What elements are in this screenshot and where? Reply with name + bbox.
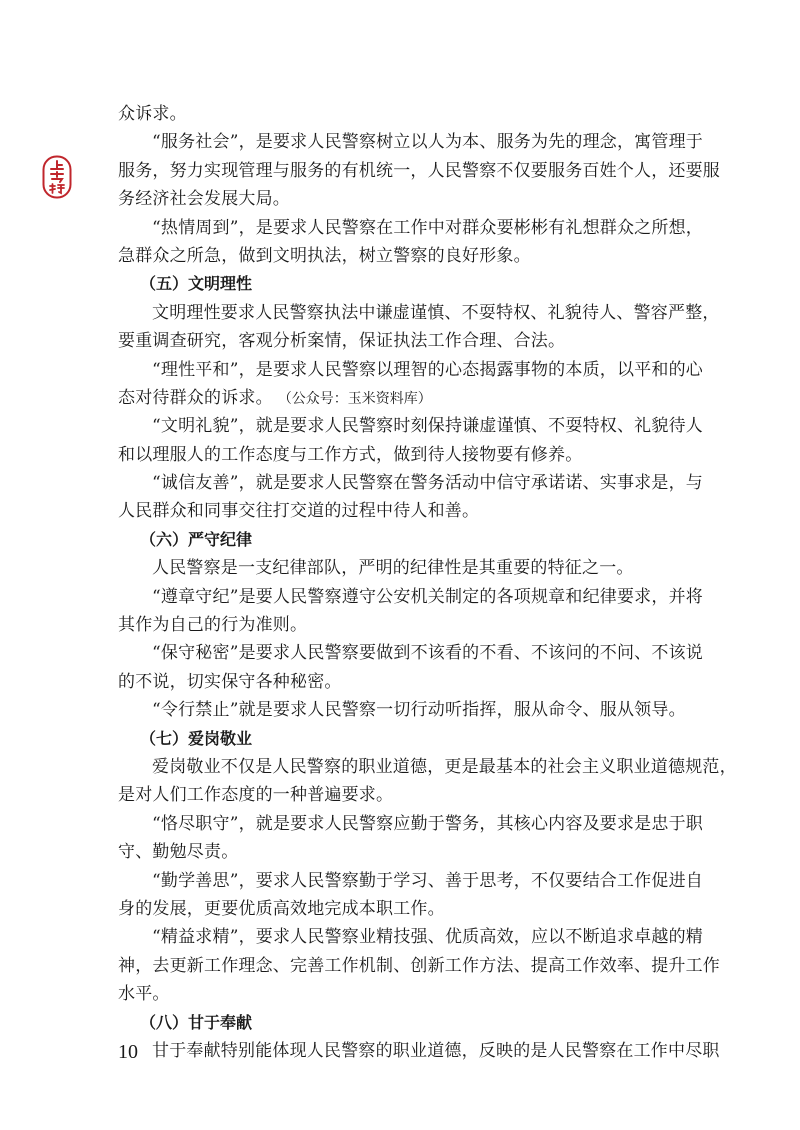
- text-line: “诚信友善”，就是要求人民警察在警务活动中信守承诺诺、实事求是，与: [152, 473, 703, 494]
- text-line: “服务社会”，是要求人民警察树立以人为本、服务为先的理念，寓管理于: [152, 132, 703, 153]
- page-number: 10: [118, 1041, 138, 1063]
- text-line: 务经济社会发展大局。: [118, 189, 290, 210]
- text-line: 神，去更新工作理念、完善工作机制、创新工作方法、提高工作效率、提升工作: [118, 955, 720, 976]
- text-line: 和以理服人的工作态度与工作方式，做到待人接物要有修养。: [118, 444, 583, 465]
- text-line: “保守秘密”是要求人民警察要做到不该看的不看、不该问的不问、不该说: [152, 643, 703, 664]
- seal-stamp-icon: [42, 155, 72, 199]
- text-line: 服务，努力实现管理与服务的有机统一，人民警察不仅要服务百姓个人，还要服: [118, 160, 720, 181]
- text-line: 急群众之所急，做到文明执法，树立警察的良好形象。: [118, 245, 531, 266]
- text-line: 文明理性要求人民警察执法中谦虚谨慎、不耍特权、礼貌待人、警容严整，: [152, 302, 720, 323]
- text-line: “理性平和”，是要求人民警察以理智的心态揭露事物的本质，以平和的心: [152, 359, 703, 380]
- source-note: （公众号：玉米资料库）: [284, 390, 432, 407]
- text-line: 要重调查研究，客观分析案情，保证执法工作合理、合法。: [118, 331, 566, 352]
- text-line: 爱岗敬业不仅是人民警察的职业道德，更是最基本的社会主义职业道德规范，: [152, 756, 737, 777]
- body-text: [118, 100, 737, 1065]
- text-fragment: 态对待群众的诉求。: [118, 387, 273, 408]
- text-line: “令行禁止”就是要求人民警察一切行动听指挥，服从命令、服从领导。: [152, 700, 686, 721]
- text-line: 是对人们工作态度的一种普遍要求。: [118, 785, 394, 806]
- text-line: [118, 384, 684, 412]
- text-line: “文明礼貌”，就是要求人民警察时刻保持谦虚谨慎、不耍特权、礼貌待人: [152, 416, 703, 437]
- text-line: 的不说，切实保守各种秘密。: [118, 671, 342, 692]
- text-line: 身的发展，更要优质高效地完成本职工作。: [118, 898, 445, 919]
- text-line: 人民群众和同事交往打交道的过程中待人和善。: [118, 501, 480, 522]
- text-line: “精益求精”，要求人民警察业精技强、优质高效，应以不断追求卓越的精: [152, 927, 703, 948]
- text-line: 众诉求。: [118, 104, 187, 124]
- text-line: 甘于奉献特别能体现人民警察的职业道德，反映的是人民警察在工作中尽职: [152, 1040, 720, 1061]
- section-heading-8: （八）甘于奉献: [140, 1012, 253, 1032]
- text-line: 其作为自己的行为准则。: [118, 615, 308, 636]
- section-heading-7: （七）爱岗敬业: [140, 728, 253, 748]
- text-line: 水平。: [118, 984, 170, 1005]
- text-line: 守、勤勉尽责。: [118, 842, 239, 863]
- section-heading-6: （六）严守纪律: [140, 529, 253, 549]
- text-line: “遵章守纪”是要人民警察遵守公安机关制定的各项规章和纪律要求，并将: [152, 586, 703, 607]
- text-line: “热情周到”，是要求人民警察在工作中对群众要彬彬有礼想群众之所想，: [152, 217, 703, 238]
- text-line: “恪尽职守”，就是要求人民警察应勤于警务，其核心内容及要求是忠于职: [152, 813, 703, 834]
- section-heading-5: （五）文明理性: [140, 274, 253, 294]
- text-line: 人民警察是一支纪律部队，严明的纪律性是其重要的特征之一。: [152, 558, 634, 579]
- text-line: “勤学善思”，要求人民警察勤于学习、善于思考，不仅要结合工作促进自: [152, 870, 703, 891]
